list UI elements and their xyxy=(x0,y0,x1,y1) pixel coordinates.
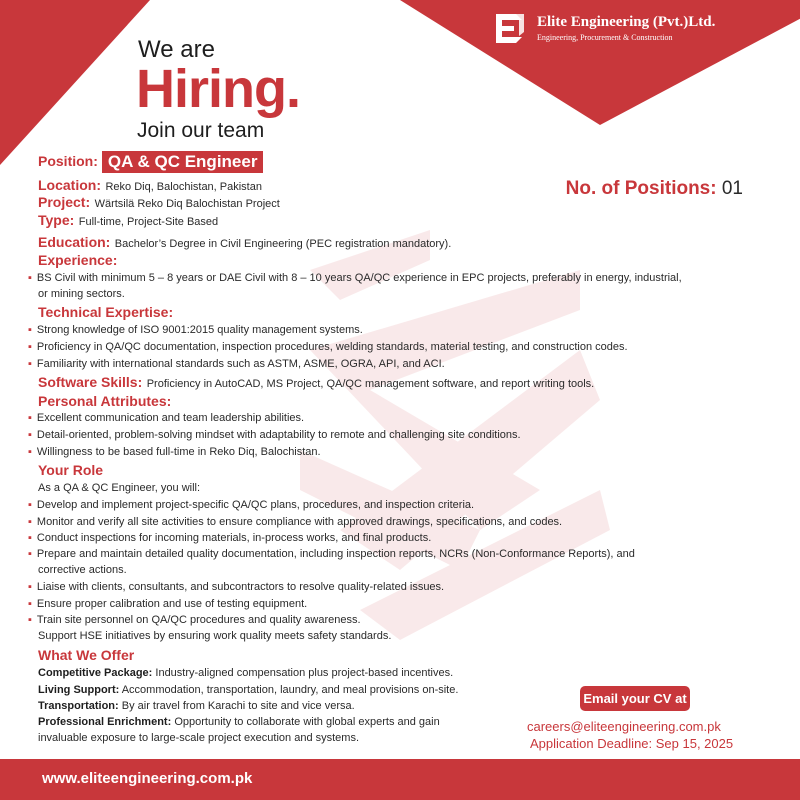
type-row xyxy=(38,212,218,230)
position-label: Position: xyxy=(38,153,98,170)
offer-value: By air travel from Karachi to site and vice versa. xyxy=(121,700,355,712)
software-row xyxy=(38,374,594,392)
location-label: Location: xyxy=(38,177,101,193)
experience-title: Experience: xyxy=(38,252,118,268)
type-label: Type: xyxy=(38,212,75,228)
education-value: Bachelor’s Degree in Civil Engineering (PEC registration mandatory). xyxy=(114,238,452,250)
careers-email-link[interactable]: careers@eliteengineering.com.pk xyxy=(527,719,721,734)
role-item: ▪ Ensure proper calibration and use of testing equipment. xyxy=(28,596,307,612)
website-link[interactable]: www.eliteengineering.com.pk xyxy=(42,770,253,787)
technical-title: Technical Expertise: xyxy=(38,304,174,320)
offer-value: Accommodation, transportation, laundry, and meal provisions on-site. xyxy=(121,684,459,696)
technical-item: ▪ Strong knowledge of ISO 9001:2015 quality management systems. xyxy=(28,322,363,338)
technical-item: ▪ Familiarity with international standards such as ASTM, ASME, OGRA, API, and ACI. xyxy=(28,356,445,372)
project-label: Project: xyxy=(38,194,91,210)
application-deadline: Application Deadline: Sep 15, 2025 xyxy=(530,736,734,751)
footer-bar xyxy=(0,759,800,800)
role-item: ▪ Develop and implement project-specific QA/QC plans, procedures, and inspection criteria. xyxy=(28,497,474,513)
offer-title: What We Offer xyxy=(38,647,135,663)
experience-item: ▪ BS Civil with minimum 5 – 8 years or DAE Civil with 8 – 10 years QA/QC experience in EPC projects, preferably in energy, industrial, xyxy=(28,270,682,286)
offer-key: Living Support: xyxy=(38,684,120,696)
company-logo-icon xyxy=(494,12,526,44)
headline-we-are: We are xyxy=(138,36,215,63)
type-value: Full-time, Project-Site Based xyxy=(78,216,219,228)
location-row xyxy=(38,177,262,195)
offer-item xyxy=(38,698,355,714)
software-title: Software Skills: xyxy=(38,374,143,390)
personal-title: Personal Attributes: xyxy=(38,393,172,409)
offer-item xyxy=(38,682,458,698)
location-value: Reko Diq, Balochistan, Pakistan xyxy=(105,181,262,193)
project-row xyxy=(38,194,280,212)
technical-item: ▪ Proficiency in QA/QC documentation, inspection procedures, welding standards, material testing, and construction codes. xyxy=(28,339,628,355)
headline-join: Join our team xyxy=(137,119,265,142)
positions-count xyxy=(566,178,743,200)
experience-item-continued: or mining sectors. xyxy=(38,288,125,300)
offer-item xyxy=(38,665,453,681)
offer-key: Professional Enrichment: xyxy=(38,716,172,728)
software-value: Proficiency in AutoCAD, MS Project, QA/QC management software, and report writing tools. xyxy=(146,378,595,390)
position-badge: QA & QC Engineer xyxy=(102,151,264,173)
personal-item: ▪ Detail-oriented, problem-solving mindset with adaptability to remote and challenging site conditions. xyxy=(28,427,521,443)
position-row xyxy=(38,151,263,173)
project-value: Wärtsilä Reko Diq Balochistan Project xyxy=(94,198,280,210)
role-item: ▪ Train site personnel on QA/QC procedures and quality awareness. xyxy=(28,612,361,628)
positions-label: No. of Positions: xyxy=(565,178,717,199)
email-cv-button[interactable]: Email your CV at xyxy=(580,686,690,711)
headline-hiring: Hiring. xyxy=(136,59,300,119)
role-item-continued: corrective actions. xyxy=(38,564,127,576)
role-item: ▪ Monitor and verify all site activities to ensure compliance with approved drawings, specifications, and codes. xyxy=(28,514,562,530)
corner-triangle-left xyxy=(0,0,150,165)
role-item-continued: Support HSE initiatives by ensuring work quality meets safety standards. xyxy=(38,630,392,642)
role-title: Your Role xyxy=(38,462,104,478)
education-label: Education: xyxy=(38,234,111,250)
personal-item: ▪ Excellent communication and team leadership abilities. xyxy=(28,410,304,426)
offer-key: Competitive Package: xyxy=(38,667,153,679)
positions-value: 01 xyxy=(721,178,743,199)
role-item: ▪ Prepare and maintain detailed quality documentation, including inspection reports, NCRs (Non-Conformance Reports), and xyxy=(28,546,635,562)
offer-item-continued: invaluable exposure to large-scale project execution and systems. xyxy=(38,732,360,744)
offer-key: Transportation: xyxy=(38,700,119,712)
offer-item xyxy=(38,714,440,730)
personal-item: ▪ Willingness to be based full-time in Reko Diq, Balochistan. xyxy=(28,444,321,460)
role-item: ▪ Conduct inspections for incoming materials, in-process works, and final products. xyxy=(28,530,431,546)
company-tagline: Engineering, Procurement & Construction xyxy=(537,33,673,42)
company-name: Elite Engineering (Pvt.)Ltd. xyxy=(537,14,716,30)
role-intro: As a QA & QC Engineer, you will: xyxy=(38,482,201,494)
role-item: ▪ Liaise with clients, consultants, and subcontractors to resolve quality-related issues. xyxy=(28,579,444,595)
offer-value: Industry-aligned compensation plus project-based incentives. xyxy=(155,667,454,679)
education-row xyxy=(38,234,451,252)
offer-value: Opportunity to collaborate with global experts and gain xyxy=(174,716,440,728)
